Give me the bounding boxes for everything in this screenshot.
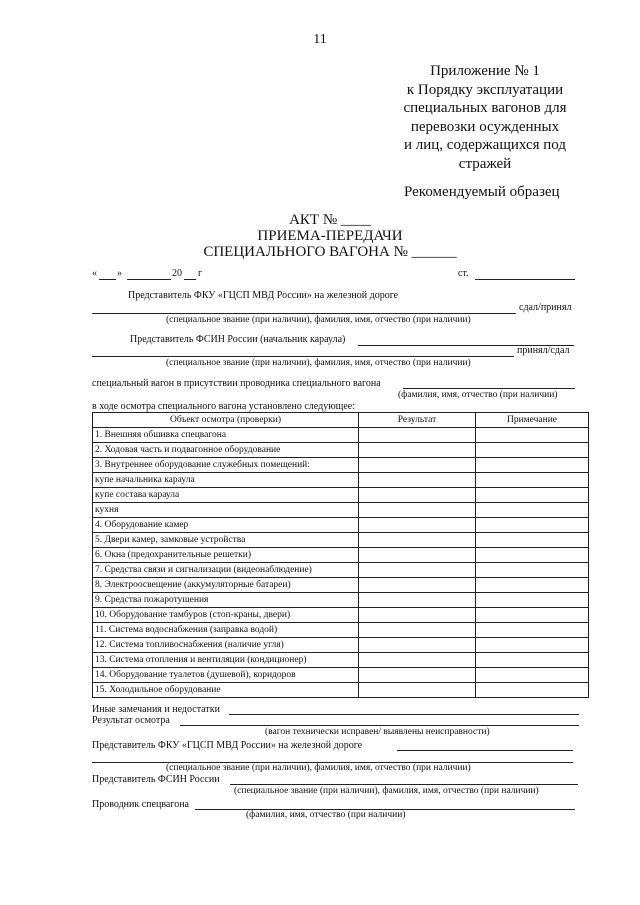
note-cell[interactable] bbox=[476, 593, 589, 608]
station-label: ст. bbox=[458, 268, 469, 279]
table-row bbox=[93, 443, 589, 458]
act-title bbox=[180, 212, 480, 260]
table-row bbox=[93, 608, 589, 623]
appendix-line: стражей bbox=[458, 155, 512, 172]
note-cell[interactable] bbox=[476, 668, 589, 683]
note-cell[interactable] bbox=[476, 443, 589, 458]
result-cell[interactable] bbox=[359, 548, 476, 563]
result-cell[interactable] bbox=[359, 578, 476, 593]
fsin-representative-label: Представитель ФСИН России (начальник караула) bbox=[130, 334, 346, 345]
table-row bbox=[93, 428, 589, 443]
conductor-label: Проводник спецвагона bbox=[92, 799, 189, 810]
day-field[interactable] bbox=[99, 279, 116, 280]
table-row bbox=[93, 548, 589, 563]
note-cell[interactable] bbox=[476, 473, 589, 488]
inspection-object-cell: 11. Система водоснабжения (заправка водой) bbox=[93, 623, 359, 638]
inspection-intro: в ходе осмотра специального вагона установлено следующее: bbox=[92, 401, 356, 412]
page-number: 11 bbox=[313, 32, 327, 47]
inspection-object-cell: 15. Холодильное оборудование bbox=[93, 683, 359, 698]
table-row bbox=[93, 503, 589, 518]
date-open-quote: « bbox=[92, 268, 97, 279]
month-field[interactable] bbox=[127, 279, 171, 280]
note-cell[interactable] bbox=[476, 653, 589, 668]
result-cell[interactable] bbox=[359, 593, 476, 608]
appendix-line: перевозки осужденных bbox=[410, 118, 560, 135]
result-cell[interactable] bbox=[359, 473, 476, 488]
note-cell[interactable] bbox=[476, 548, 589, 563]
inspection-object-cell: 8. Электроосвещение (аккумуляторные батареи) bbox=[93, 578, 359, 593]
note-cell[interactable] bbox=[476, 638, 589, 653]
footer-conductor-caption: (фамилия, имя, отчество (при наличии) bbox=[246, 810, 406, 820]
result-cell[interactable] bbox=[359, 518, 476, 533]
inspection-result-caption: (вагон технически исправен/ выявлены неисправности) bbox=[265, 727, 490, 737]
recommended-sample-label: Рекомендуемый образец bbox=[404, 184, 560, 200]
inspection-object-cell: 2. Ходовая часть и подвагонное оборудование bbox=[93, 443, 359, 458]
table-row bbox=[93, 638, 589, 653]
table-row bbox=[93, 653, 589, 668]
note-cell[interactable] bbox=[476, 488, 589, 503]
fsin-handover-label: принял/сдал bbox=[517, 345, 570, 356]
act-wagon-line: СПЕЦИАЛЬНОГО ВАГОНА № ______ bbox=[203, 244, 457, 260]
result-cell[interactable] bbox=[359, 638, 476, 653]
note-cell[interactable] bbox=[476, 578, 589, 593]
inspection-object-cell: купе начальника караула bbox=[93, 473, 359, 488]
result-cell[interactable] bbox=[359, 653, 476, 668]
note-cell[interactable] bbox=[476, 683, 589, 698]
column-header-result: Результат bbox=[359, 413, 476, 428]
result-cell[interactable] bbox=[359, 533, 476, 548]
note-cell[interactable] bbox=[476, 458, 589, 473]
inspection-object-cell: 10. Оборудование тамбуров (стоп-краны, двери) bbox=[93, 608, 359, 623]
year-prefix: 20 bbox=[172, 268, 182, 279]
inspection-object-cell: 4. Оборудование камер bbox=[93, 518, 359, 533]
date-close-quote: » bbox=[117, 268, 122, 279]
result-cell[interactable] bbox=[359, 623, 476, 638]
appendix-heading bbox=[380, 62, 590, 173]
table-row bbox=[93, 593, 589, 608]
appendix-line: специальных вагонов для bbox=[403, 100, 567, 116]
table-row bbox=[93, 533, 589, 548]
appendix-line: к Порядку эксплуатации bbox=[406, 81, 564, 98]
fsin-representative-field[interactable] bbox=[92, 356, 514, 357]
table-row bbox=[93, 518, 589, 533]
note-cell[interactable] bbox=[476, 428, 589, 443]
fku-representative-label: Представитель ФКУ «ГЦСП МВД России» на железной дороге bbox=[128, 290, 399, 301]
inspection-object-cell: 5. Двери камер, замковые устройства bbox=[93, 533, 359, 548]
inspection-object-cell: 12. Система топливоснабжения (наличие угля) bbox=[93, 638, 359, 653]
other-remarks-field[interactable] bbox=[229, 714, 579, 715]
column-header-object: Объект осмотра (проверки) bbox=[93, 413, 359, 428]
inspection-object-cell: 13. Система отопления и вентиляции (кондиционер) bbox=[93, 653, 359, 668]
fku-handover-label: сдал/принял bbox=[519, 302, 572, 313]
result-cell[interactable] bbox=[359, 458, 476, 473]
result-cell[interactable] bbox=[359, 503, 476, 518]
act-type-line: ПРИЕМА-ПЕРЕДАЧИ bbox=[257, 228, 403, 244]
conductor-field[interactable] bbox=[403, 388, 575, 389]
inspection-object-cell: 14. Оборудование туалетов (душевой), коридоров bbox=[93, 668, 359, 683]
act-number-line: АКТ № ____ bbox=[289, 212, 371, 228]
note-cell[interactable] bbox=[476, 563, 589, 578]
result-cell[interactable] bbox=[359, 428, 476, 443]
fku-representative-caption: (специальное звание (при наличии), фамилия, имя, отчество (при наличии) bbox=[166, 315, 471, 325]
wagon-conductor-label: специальный вагон в присутствии проводника специального вагона bbox=[92, 378, 381, 389]
footer-fku-caption: (специальное звание (при наличии), фамилия, имя, отчество (при наличии) bbox=[166, 763, 471, 773]
note-cell[interactable] bbox=[476, 623, 589, 638]
year-field[interactable] bbox=[184, 279, 196, 280]
result-cell[interactable] bbox=[359, 443, 476, 458]
appendix-line: и лиц, содержащихся под bbox=[403, 137, 567, 153]
note-cell[interactable] bbox=[476, 518, 589, 533]
footer-fku-field-top[interactable] bbox=[397, 750, 573, 751]
footer-fsin-caption: (специальное звание (при наличии), фамилия, имя, отчество (при наличии) bbox=[234, 786, 539, 796]
fku-representative-field[interactable] bbox=[92, 313, 516, 314]
result-cell[interactable] bbox=[359, 488, 476, 503]
inspection-object-cell: кухня bbox=[93, 503, 359, 518]
station-field[interactable] bbox=[475, 279, 575, 280]
table-row bbox=[93, 623, 589, 638]
inspection-object-cell: 6. Окна (предохранительные решетки) bbox=[93, 548, 359, 563]
column-header-note: Примечание bbox=[476, 413, 589, 428]
note-cell[interactable] bbox=[476, 533, 589, 548]
table-row bbox=[93, 458, 589, 473]
footer-fsin-field[interactable] bbox=[230, 784, 578, 785]
table-row bbox=[93, 683, 589, 698]
inspection-result-field[interactable] bbox=[180, 725, 579, 726]
footer-fsin-label: Представитель ФСИН России bbox=[92, 774, 220, 785]
table-row bbox=[93, 488, 589, 503]
note-cell[interactable] bbox=[476, 503, 589, 518]
table-row bbox=[93, 563, 589, 578]
fsin-representative-caption: (специальное звание (при наличии), фамилия, имя, отчество (при наличии) bbox=[166, 358, 471, 368]
inspection-object-cell: купе состава караула bbox=[93, 488, 359, 503]
inspection-object-cell: 1. Внешняя обшивка спецвагона bbox=[93, 428, 359, 443]
result-cell[interactable] bbox=[359, 608, 476, 623]
table-header-row bbox=[93, 413, 589, 428]
note-cell[interactable] bbox=[476, 608, 589, 623]
inspection-table bbox=[92, 412, 589, 698]
appendix-line: Приложение № 1 bbox=[430, 63, 540, 79]
footer-fku-label: Представитель ФКУ «ГЦСП МВД России» на железной дороге bbox=[92, 740, 363, 751]
result-cell[interactable] bbox=[359, 668, 476, 683]
result-cell[interactable] bbox=[359, 683, 476, 698]
inspection-object-cell: 7. Средства связи и сигнализации (видеонаблюдение) bbox=[93, 563, 359, 578]
year-suffix: г bbox=[198, 268, 203, 279]
table-row bbox=[93, 668, 589, 683]
table-row bbox=[93, 578, 589, 593]
inspection-object-cell: 3. Внутреннее оборудование служебных помещений: bbox=[93, 458, 359, 473]
other-remarks-label: Иные замечания и недостатки bbox=[92, 704, 220, 715]
conductor-caption: (фамилия, имя, отчество (при наличии) bbox=[398, 390, 558, 400]
result-cell[interactable] bbox=[359, 563, 476, 578]
inspection-result-label: Результат осмотра bbox=[92, 715, 170, 726]
inspection-object-cell: 9. Средства пожаротушения bbox=[93, 593, 359, 608]
table-row bbox=[93, 473, 589, 488]
